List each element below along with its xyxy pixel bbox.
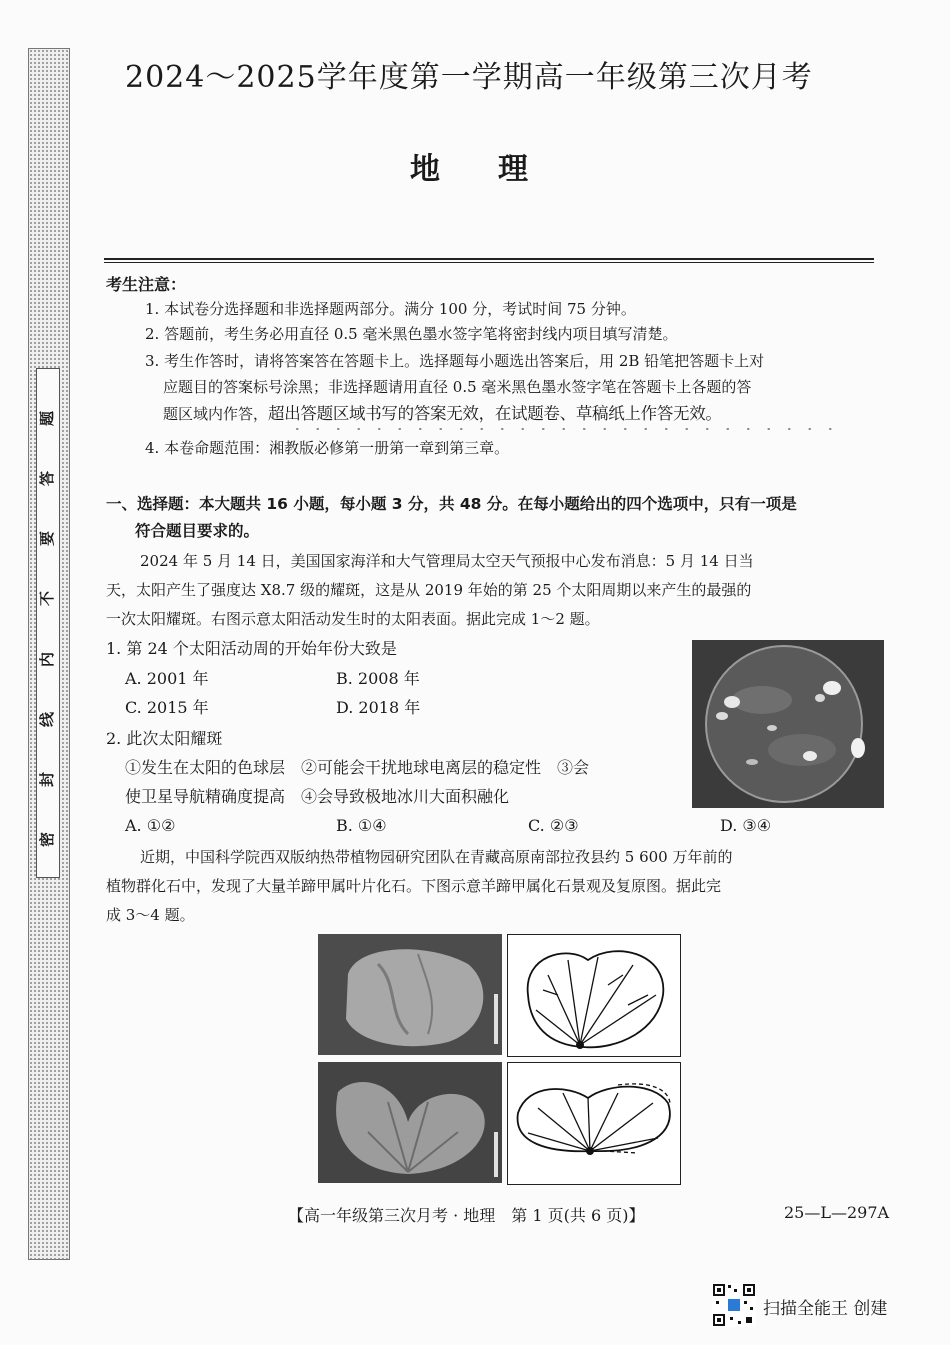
notice-item-3-cont: 应题目的答案标号涂黑；非选择题请用直径 0.5 毫米黑色墨水签字笔在答题卡上各题的答 bbox=[163, 378, 752, 396]
fossil-image bbox=[318, 934, 502, 1055]
notice-item-4: 4. 本卷命题范围：湘教版必修第一册第一章到第三章。 bbox=[145, 439, 510, 457]
passage-line: 成 3～4 题。 bbox=[106, 906, 195, 924]
fossil-photo-1 bbox=[318, 934, 502, 1055]
scanner-watermark: 扫描全能王 创建 bbox=[763, 1299, 888, 1319]
seal-char: 要 bbox=[38, 531, 57, 547]
question-statement: ①发生在太阳的色球层 ②可能会干扰地球电离层的稳定性 ③会 bbox=[125, 758, 590, 777]
seal-char: 密 bbox=[38, 831, 57, 847]
paper-code: 25—L—297A bbox=[784, 1203, 890, 1222]
seal-line-notice bbox=[36, 368, 60, 878]
option-d: D. 2018 年 bbox=[336, 698, 421, 717]
seal-char: 内 bbox=[38, 651, 57, 667]
notice-item-1: 1. 本试卷分选择题和非选择题两部分。满分 100 分，考试时间 75 分钟。 bbox=[145, 300, 636, 318]
fossil-photo-2 bbox=[318, 1062, 502, 1183]
seal-char: 不 bbox=[38, 591, 57, 607]
section-heading-cont: 符合题目要求的。 bbox=[135, 522, 260, 540]
qr-code bbox=[712, 1283, 756, 1327]
option-c: C. 2015 年 bbox=[125, 698, 209, 717]
passage-line: 植物群化石中，发现了大量羊蹄甲属叶片化石。下图示意羊蹄甲属化石景观及复原图。据此完 bbox=[106, 877, 722, 895]
notice-item-3: 3. 考生作答时，请将答案答在答题卡上。选择题每小题选出答案后，用 2B 铅笔把答题卡上对 bbox=[145, 352, 765, 370]
exam-title: 2024～2025学年度第一学期高一年级第三次月考 bbox=[125, 60, 813, 95]
seal-char: 线 bbox=[38, 711, 57, 727]
leaf-drawing bbox=[508, 935, 680, 1056]
seal-char: 封 bbox=[38, 771, 57, 787]
subject-title: 地理 bbox=[410, 152, 586, 187]
page-footer: 【高一年级第三次月考 · 地理 第 1 页(共 6 页)】 bbox=[288, 1206, 645, 1225]
seal-char: 答 bbox=[38, 471, 57, 487]
notice-item-3-normal: 题区域内作答， bbox=[163, 405, 269, 423]
emphasis-dots bbox=[287, 426, 837, 432]
question-stem: 1. 第 24 个太阳活动周的开始年份大致是 bbox=[106, 639, 397, 658]
notice-heading: 考生注意： bbox=[106, 275, 187, 294]
option-c: C. ②③ bbox=[528, 816, 579, 835]
option-b: B. 2008 年 bbox=[336, 669, 420, 688]
passage-line: 近期，中国科学院西双版纳热带植物园研究团队在青藏高原南部拉孜县约 5 600 万年前的 bbox=[140, 848, 733, 866]
section-heading: 一、选择题：本大题共 16 小题，每小题 3 分，共 48 分。在每小题给出的四个选项中，只有一项是 bbox=[106, 495, 797, 513]
sun-surface-photo bbox=[692, 640, 884, 808]
divider bbox=[104, 262, 874, 263]
leaf-drawing bbox=[508, 1063, 680, 1184]
question-statement: 使卫星导航精确度提高 ④会导致极地冰川大面积融化 bbox=[125, 787, 510, 806]
fossil-image bbox=[318, 1062, 502, 1183]
notice-item-3-cont bbox=[163, 402, 722, 426]
divider bbox=[104, 258, 874, 260]
leaf-reconstruction-2 bbox=[507, 1062, 681, 1185]
option-d: D. ③④ bbox=[720, 816, 772, 835]
sun-image bbox=[692, 640, 884, 808]
question-stem: 2. 此次太阳耀斑 bbox=[106, 729, 223, 748]
option-b: B. ①④ bbox=[336, 816, 387, 835]
notice-item-3-emphasis: 超出答题区域书写的答案无效，在试题卷、草稿纸上作答无效。 bbox=[268, 404, 722, 423]
passage-line: 一次太阳耀斑。右图示意太阳活动发生时的太阳表面。据此完成 1～2 题。 bbox=[106, 610, 600, 628]
option-a: A. ①② bbox=[125, 816, 176, 835]
qr-code-icon bbox=[712, 1283, 756, 1327]
option-a: A. 2001 年 bbox=[125, 669, 209, 688]
seal-char: 题 bbox=[38, 410, 57, 427]
notice-item-2: 2. 答题前，考生务必用直径 0.5 毫米黑色墨水签字笔将密封线内项目填写清楚。 bbox=[145, 325, 678, 343]
passage-line: 天，太阳产生了强度达 X8.7 级的耀斑，这是从 2019 年始的第 25 个太阳周期以来产生的最强的 bbox=[106, 581, 752, 599]
passage-line: 2024 年 5 月 14 日，美国国家海洋和大气管理局太空天气预报中心发布消息：5 月 14 日当 bbox=[140, 552, 754, 570]
leaf-reconstruction-1 bbox=[507, 934, 681, 1057]
